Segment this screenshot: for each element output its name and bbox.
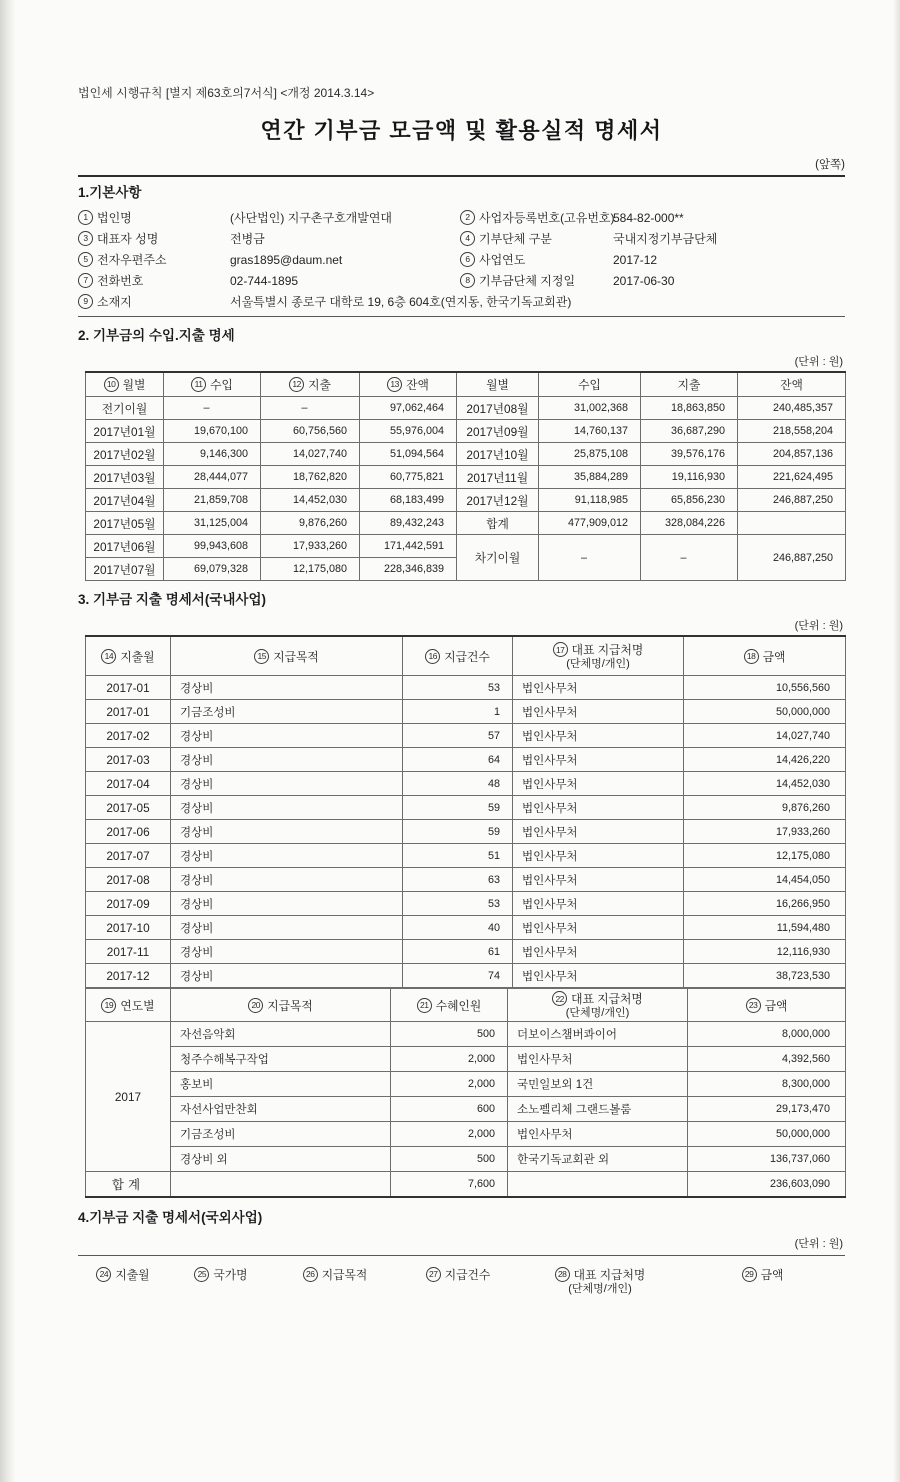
cell-balance: 55,976,004 <box>360 420 457 443</box>
cell-payment-count: 59 <box>403 796 513 820</box>
cell-income: 35,884,289 <box>539 466 641 489</box>
field-label-phone: 7 전화번호 <box>78 272 230 289</box>
cell-month: 2017년05월 <box>86 512 164 535</box>
cell-expense: 18,762,820 <box>261 466 360 489</box>
col-header-expense-month: 24 지출월 <box>78 1266 168 1283</box>
page-title: 연간 기부금 모금액 및 활용실적 명세서 <box>260 118 663 143</box>
cell-balance: 240,485,357 <box>738 397 846 420</box>
scan-left-edge-artifact <box>0 0 16 1482</box>
cell-purpose: 자선사업만찬회 <box>171 1097 391 1122</box>
table-row <box>86 1122 846 1147</box>
cell-payment-count: 53 <box>403 676 513 700</box>
field-label-email: 5 전자우편주소 <box>78 251 230 268</box>
cell-income: 69,079,328 <box>164 558 261 581</box>
table-body <box>86 676 846 988</box>
field-value-business-year: 2017-12 <box>613 252 658 267</box>
cell-amount: 14,454,050 <box>684 868 846 892</box>
cell-payee: 법인사무처 <box>513 676 684 700</box>
divider <box>78 1255 845 1256</box>
cell-total-beneficiaries: 7,600 <box>391 1172 508 1198</box>
circled-number: 2 <box>460 210 475 225</box>
cell-balance: 204,857,136 <box>738 443 846 466</box>
cell-balance: 68,183,499 <box>360 489 457 512</box>
cell-beneficiaries: 2,000 <box>391 1047 508 1072</box>
table-row <box>86 1072 846 1097</box>
cell-empty <box>171 1172 391 1198</box>
cell-payment-count: 57 <box>403 724 513 748</box>
cell-amount: 12,175,080 <box>684 844 846 868</box>
cell-balance <box>738 512 846 535</box>
cell-month: 전기이월 <box>86 397 164 420</box>
cell-payment-count: 61 <box>403 940 513 964</box>
cell-expense-month: 2017-09 <box>86 892 171 916</box>
cell-payee: 법인사무처 <box>513 844 684 868</box>
cell-amount: 17,933,260 <box>684 820 846 844</box>
cell-expense: 60,756,560 <box>261 420 360 443</box>
cell-purpose: 경상비 <box>171 724 403 748</box>
circled-number: 6 <box>460 252 475 267</box>
cell-payee: 법인사무처 <box>513 748 684 772</box>
cell-carry-forward-label: 차기이월 <box>457 535 539 581</box>
field-label-representative: 3 대표자 성명 <box>78 230 230 247</box>
col-header-expense2: 지출 <box>641 372 738 397</box>
cell-payment-count: 53 <box>403 892 513 916</box>
col-header-purpose: 15 지급목적 <box>171 636 403 676</box>
cell-amount: 14,426,220 <box>684 748 846 772</box>
field-label-business-year: 6 사업연도 <box>460 251 613 268</box>
field-value-designation-date: 2017-06-30 <box>613 273 675 288</box>
table-header-row <box>86 989 846 1022</box>
cell-payee: 법인사무처 <box>513 940 684 964</box>
cell-balance: 228,346,839 <box>360 558 457 581</box>
cell-expense: – <box>261 397 360 420</box>
cell-income: 28,444,077 <box>164 466 261 489</box>
cell-income: 99,943,608 <box>164 535 261 558</box>
cell-purpose: 경상비 <box>171 940 403 964</box>
cell-purpose: 경상비 외 <box>171 1147 391 1172</box>
field-value-biz-reg-no: 584-82-000** <box>613 210 684 225</box>
table-row <box>86 892 846 916</box>
cell-balance: 246,887,250 <box>738 535 846 581</box>
cell-payee: 법인사무처 <box>513 964 684 988</box>
cell-total-label: 합계 <box>457 512 539 535</box>
cell-expense-month: 2017-02 <box>86 724 171 748</box>
cell-amount: 50,000,000 <box>684 700 846 724</box>
cell-purpose: 기금조성비 <box>171 1122 391 1147</box>
cell-expense-month: 2017-06 <box>86 820 171 844</box>
cell-purpose: 경상비 <box>171 796 403 820</box>
cell-expense-total: 328,084,226 <box>641 512 738 535</box>
field-value-corp-name: (사단법인) 지구촌구호개발연대 <box>230 211 393 225</box>
circled-number: 3 <box>78 231 93 246</box>
section3-heading: 3. 기부금 지출 명세서(국내사업) <box>78 592 266 607</box>
circled-number: 1 <box>78 210 93 225</box>
col-header-payment-count: 16 지급건수 <box>403 636 513 676</box>
basic-info-row <box>78 270 845 291</box>
table-row <box>86 748 846 772</box>
table-row <box>86 772 846 796</box>
col-header-payment-count: 27 지급건수 <box>396 1266 520 1283</box>
cell-expense: 39,576,176 <box>641 443 738 466</box>
cell-payee: 법인사무처 <box>513 868 684 892</box>
cell-payment-count: 48 <box>403 772 513 796</box>
cell-expense-month: 2017-05 <box>86 796 171 820</box>
cell-expense-month: 2017-11 <box>86 940 171 964</box>
cell-purpose: 홍보비 <box>171 1072 391 1097</box>
cell-income: 31,002,368 <box>539 397 641 420</box>
cell-total-label: 합계 <box>86 1172 171 1198</box>
scan-right-edge-artifact <box>893 0 900 1482</box>
cell-expense: 9,876,260 <box>261 512 360 535</box>
cell-expense: 14,452,030 <box>261 489 360 512</box>
cell-purpose: 경상비 <box>171 964 403 988</box>
col-header-income2: 수입 <box>539 372 641 397</box>
field-value-phone: 02-744-1895 <box>230 273 299 288</box>
cell-month: 2017년03월 <box>86 466 164 489</box>
cell-balance: 97,062,464 <box>360 397 457 420</box>
cell-total-amount: 236,603,090 <box>688 1172 846 1198</box>
section2-heading: 2. 기부금의 수입.지출 명세 <box>78 328 235 343</box>
cell-year: 2017 <box>86 1022 171 1172</box>
cell-expense-month: 2017-03 <box>86 748 171 772</box>
cell-amount: 8,000,000 <box>688 1022 846 1047</box>
col-header-expense: 12 지출 <box>261 372 360 397</box>
col-header-month: 10 월별 <box>86 372 164 397</box>
cell-payment-count: 64 <box>403 748 513 772</box>
cell-amount: 9,876,260 <box>684 796 846 820</box>
cell-empty <box>508 1172 688 1198</box>
field-value-address: 서울특별시 종로구 대학로 19, 6층 604호(연지동, 한국기독교회관) <box>230 295 572 309</box>
basic-info-row <box>78 291 845 312</box>
cell-balance: 171,442,591 <box>360 535 457 558</box>
field-label-designation-date: 8 기부금단체 지정일 <box>460 272 613 289</box>
cell-month: 2017년09월 <box>457 420 539 443</box>
table-row <box>86 700 846 724</box>
cell-income: – <box>164 397 261 420</box>
cell-beneficiaries: 2,000 <box>391 1072 508 1097</box>
cell-purpose: 경상비 <box>171 676 403 700</box>
overseas-expenditure-header-row <box>78 1266 845 1295</box>
col-header-beneficiaries: 21 수혜인원 <box>391 989 508 1022</box>
field-label-address: 9 소재지 <box>78 293 230 310</box>
basic-info-row <box>78 228 845 249</box>
field-label-biz-reg-no: 2 사업자등록번호(고유번호) <box>460 209 613 226</box>
cell-purpose: 청주수해복구작업 <box>171 1047 391 1072</box>
cell-income: 21,859,708 <box>164 489 261 512</box>
table-row <box>86 964 846 988</box>
cell-expense: – <box>641 535 738 581</box>
cell-beneficiaries: 2,000 <box>391 1122 508 1147</box>
cell-payee: 법인사무처 <box>513 724 684 748</box>
col-header-balance: 13 잔액 <box>360 372 457 397</box>
cell-month: 2017년02월 <box>86 443 164 466</box>
cell-expense-month: 2017-07 <box>86 844 171 868</box>
cell-expense: 36,687,290 <box>641 420 738 443</box>
table-row <box>86 1047 846 1072</box>
cell-purpose: 경상비 <box>171 892 403 916</box>
table-row <box>86 1147 846 1172</box>
cell-income: 19,670,100 <box>164 420 261 443</box>
front-side-label: (앞쪽) <box>815 159 845 171</box>
circled-number: 7 <box>78 273 93 288</box>
cell-purpose: 경상비 <box>171 772 403 796</box>
domestic-expenditure-monthly-table <box>85 635 846 988</box>
col-header-amount: 18 금액 <box>684 636 846 676</box>
cell-payee: 한국기독교회관 외 <box>508 1147 688 1172</box>
cell-purpose: 기금조성비 <box>171 700 403 724</box>
table-header-row <box>86 636 846 676</box>
cell-income: 14,760,137 <box>539 420 641 443</box>
table-row <box>86 466 846 489</box>
col-header-expense-month: 14 지출월 <box>86 636 171 676</box>
cell-payment-count: 63 <box>403 868 513 892</box>
cell-expense-month: 2017-01 <box>86 676 171 700</box>
cell-balance: 221,624,495 <box>738 466 846 489</box>
cell-expense: 14,027,740 <box>261 443 360 466</box>
divider <box>78 175 845 177</box>
cell-amount: 4,392,560 <box>688 1047 846 1072</box>
table-row <box>86 916 846 940</box>
cell-payment-count: 1 <box>403 700 513 724</box>
cell-amount: 16,266,950 <box>684 892 846 916</box>
table-row <box>86 796 846 820</box>
cell-purpose: 경상비 <box>171 844 403 868</box>
cell-purpose: 경상비 <box>171 820 403 844</box>
cell-expense-month: 2017-01 <box>86 700 171 724</box>
table-row <box>86 1097 846 1122</box>
section1-heading: 1.기본사항 <box>78 185 142 200</box>
cell-balance: 218,558,204 <box>738 420 846 443</box>
col-header-country: 25 국가명 <box>168 1266 274 1283</box>
field-value-email: gras1895@daum.net <box>230 252 343 267</box>
field-label-org-type: 4 기부단체 구분 <box>460 230 613 247</box>
circled-number: 9 <box>78 294 93 309</box>
cell-beneficiaries: 500 <box>391 1147 508 1172</box>
cell-payment-count: 40 <box>403 916 513 940</box>
cell-payee: 법인사무처 <box>513 796 684 820</box>
cell-beneficiaries: 600 <box>391 1097 508 1122</box>
cell-purpose: 자선음악회 <box>171 1022 391 1047</box>
col-header-payee: 22 대표 지급처명 (단체명/개인) <box>508 989 688 1022</box>
field-label-corp-name: 1 법인명 <box>78 209 230 226</box>
cell-month: 2017년07월 <box>86 558 164 581</box>
cell-month: 2017년08월 <box>457 397 539 420</box>
cell-amount: 50,000,000 <box>688 1122 846 1147</box>
cell-income: 25,875,108 <box>539 443 641 466</box>
cell-expense: 12,175,080 <box>261 558 360 581</box>
unit-label: (단위 : 원) <box>794 356 843 368</box>
col-header-balance2: 잔액 <box>738 372 846 397</box>
cell-payee: 더보이스챔버콰이어 <box>508 1022 688 1047</box>
cell-month: 2017년10월 <box>457 443 539 466</box>
cell-payment-count: 74 <box>403 964 513 988</box>
unit-label: (단위 : 원) <box>794 1238 843 1250</box>
form-content <box>78 0 845 1295</box>
table-row <box>86 940 846 964</box>
table-row <box>86 676 846 700</box>
cell-expense-month: 2017-12 <box>86 964 171 988</box>
cell-month: 2017년06월 <box>86 535 164 558</box>
cell-expense: 65,856,230 <box>641 489 738 512</box>
basic-info-row <box>78 207 845 228</box>
cell-balance: 60,775,821 <box>360 466 457 489</box>
cell-payee: 법인사무처 <box>513 892 684 916</box>
cell-purpose: 경상비 <box>171 916 403 940</box>
table-row <box>86 868 846 892</box>
col-header-purpose: 20 지급목적 <box>171 989 391 1022</box>
cell-payee: 법인사무처 <box>513 916 684 940</box>
cell-expense-month: 2017-08 <box>86 868 171 892</box>
circled-number: 8 <box>460 273 475 288</box>
col-header-year: 19 연도별 <box>86 989 171 1022</box>
table-row <box>86 512 846 535</box>
col-header-purpose: 26 지급목적 <box>274 1266 396 1283</box>
cell-payment-count: 59 <box>403 820 513 844</box>
cell-payee: 법인사무처 <box>508 1047 688 1072</box>
cell-month: 2017년12월 <box>457 489 539 512</box>
cell-month: 2017년01월 <box>86 420 164 443</box>
cell-income-total: 477,909,012 <box>539 512 641 535</box>
cell-month: 2017년04월 <box>86 489 164 512</box>
cell-amount: 11,594,480 <box>684 916 846 940</box>
table-row <box>86 489 846 512</box>
cell-income: 91,118,985 <box>539 489 641 512</box>
cell-amount: 14,027,740 <box>684 724 846 748</box>
cell-payee: 법인사무처 <box>508 1122 688 1147</box>
col-header-income: 11 수입 <box>164 372 261 397</box>
table-row <box>86 844 846 868</box>
cell-payee: 법인사무처 <box>513 772 684 796</box>
cell-amount: 136,737,060 <box>688 1147 846 1172</box>
table-row <box>86 420 846 443</box>
domestic-expenditure-yearly-table <box>85 988 846 1198</box>
section4-heading: 4.기부금 지출 명세서(국외사업) <box>78 1210 263 1225</box>
col-header-payee: 28 대표 지급처명 (단체명/개인) <box>520 1266 680 1295</box>
cell-expense: 19,116,930 <box>641 466 738 489</box>
cell-expense-month: 2017-04 <box>86 772 171 796</box>
cell-expense: 17,933,260 <box>261 535 360 558</box>
cell-amount: 29,173,470 <box>688 1097 846 1122</box>
monthly-income-expense-table <box>85 371 846 581</box>
form-reference: 법인세 시행규칙 [별지 제63호의7서식] <개정 2014.3.14> <box>78 86 375 100</box>
col-header-amount: 29 금액 <box>680 1266 845 1283</box>
cell-income: 9,146,300 <box>164 443 261 466</box>
cell-balance: 89,432,243 <box>360 512 457 535</box>
cell-month: 2017년11월 <box>457 466 539 489</box>
cell-amount: 38,723,530 <box>684 964 846 988</box>
col-header-amount: 23 금액 <box>688 989 846 1022</box>
cell-amount: 14,452,030 <box>684 772 846 796</box>
col-header-payee: 17 대표 지급처명 (단체명/개인) <box>513 636 684 676</box>
col-header-month2: 월별 <box>457 372 539 397</box>
cell-payee: 법인사무처 <box>513 700 684 724</box>
cell-amount: 12,116,930 <box>684 940 846 964</box>
cell-amount: 10,556,560 <box>684 676 846 700</box>
table-row <box>86 820 846 844</box>
cell-expense-month: 2017-10 <box>86 916 171 940</box>
table-row <box>86 724 846 748</box>
cell-payee: 소노펠리체 그랜드볼룸 <box>508 1097 688 1122</box>
cell-payee: 국민일보외 1건 <box>508 1072 688 1097</box>
cell-balance: 246,887,250 <box>738 489 846 512</box>
cell-purpose: 경상비 <box>171 748 403 772</box>
cell-beneficiaries: 500 <box>391 1022 508 1047</box>
field-value-org-type: 국내지정기부금단체 <box>613 232 718 246</box>
basic-info-row <box>78 249 845 270</box>
cell-balance: 51,094,564 <box>360 443 457 466</box>
cell-expense: 18,863,850 <box>641 397 738 420</box>
basic-info <box>78 207 845 312</box>
cell-amount: 8,300,000 <box>688 1072 846 1097</box>
table-header-row <box>86 372 846 397</box>
field-value-representative: 전병금 <box>230 232 265 246</box>
unit-label: (단위 : 원) <box>794 620 843 632</box>
cell-purpose: 경상비 <box>171 868 403 892</box>
table-row <box>86 535 846 558</box>
table-total-row <box>86 1172 846 1198</box>
table-row <box>86 1022 846 1047</box>
cell-income: 31,125,004 <box>164 512 261 535</box>
cell-payment-count: 51 <box>403 844 513 868</box>
circled-number: 4 <box>460 231 475 246</box>
table-row <box>86 443 846 466</box>
circled-number: 5 <box>78 252 93 267</box>
cell-payee: 법인사무처 <box>513 820 684 844</box>
divider <box>78 316 845 317</box>
cell-income: – <box>539 535 641 581</box>
table-row <box>86 397 846 420</box>
